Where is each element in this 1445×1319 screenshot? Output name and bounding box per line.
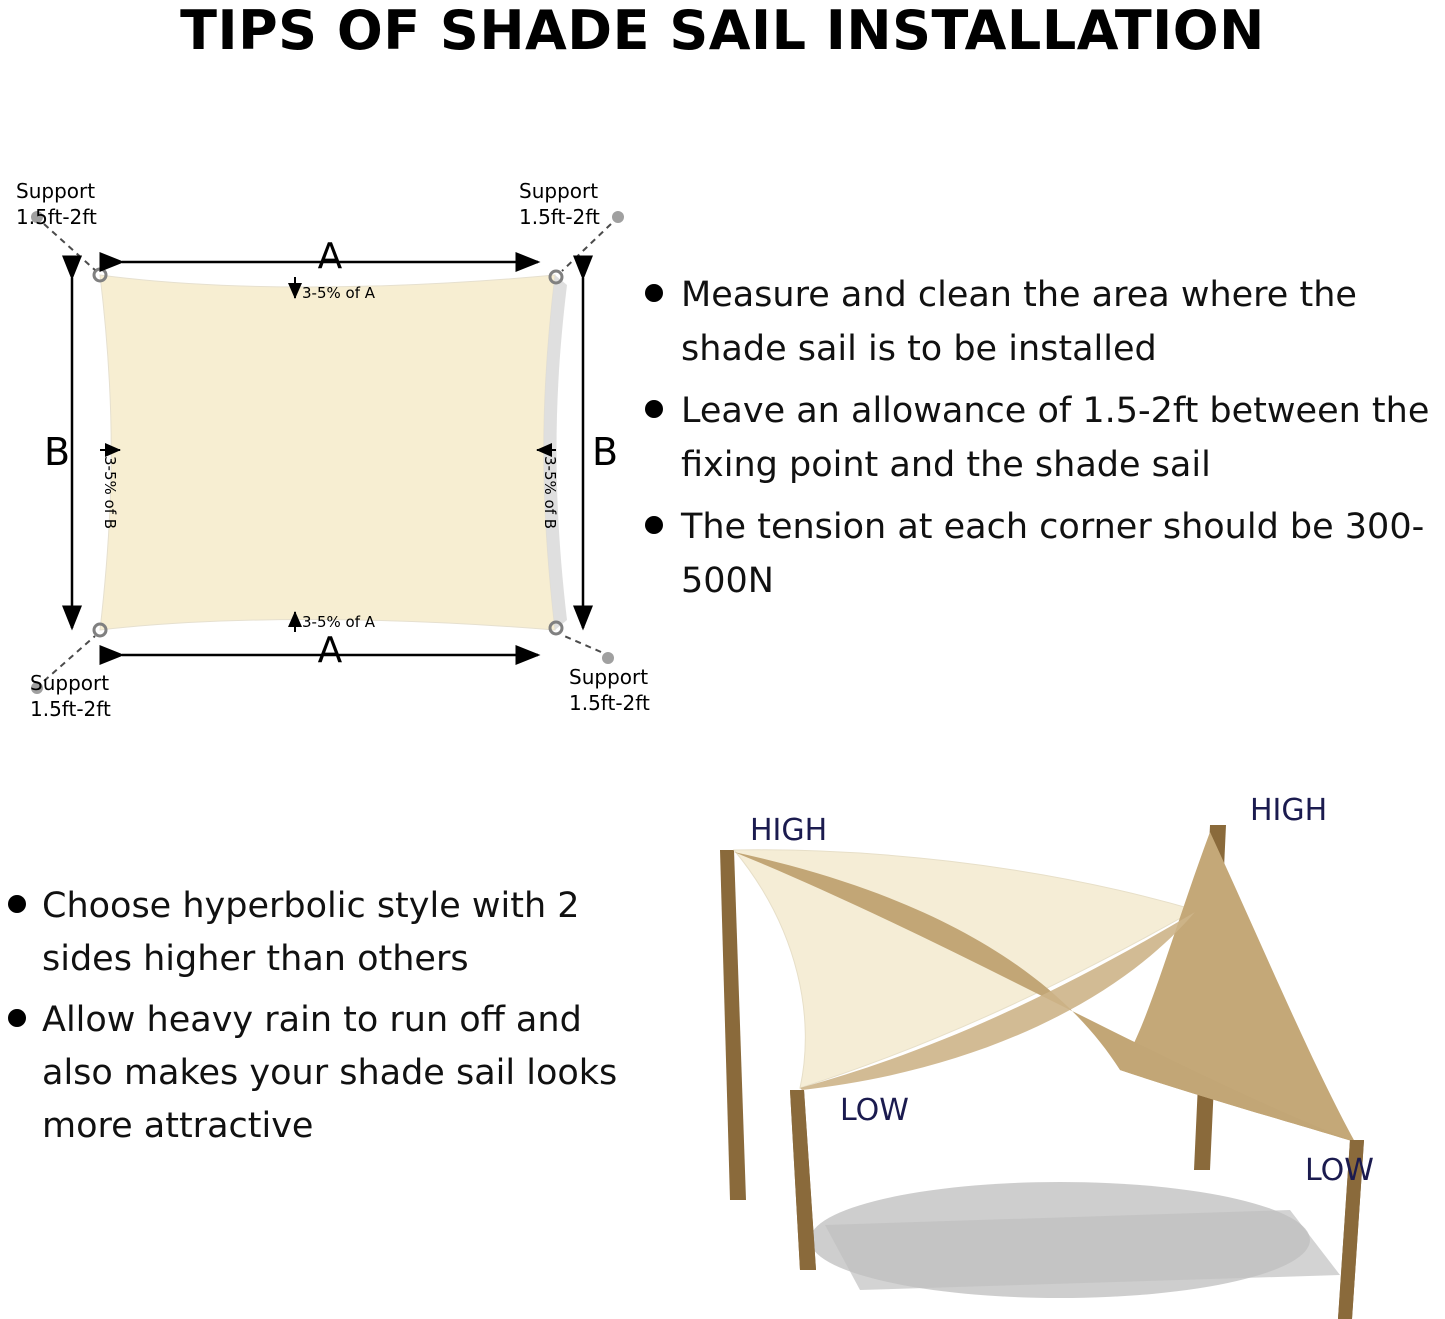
- sail-shape: [100, 275, 555, 630]
- label-high-left: HIGH: [750, 813, 828, 848]
- list-item: [645, 384, 1445, 492]
- label-high-right: HIGH: [1250, 793, 1328, 828]
- dimension-label-top-a: A: [317, 236, 343, 277]
- list-item-text: The tension at each corner should be 300-500N: [681, 507, 1425, 601]
- bullet-dot-icon: [645, 516, 663, 534]
- label-low-right: LOW: [1305, 1153, 1374, 1188]
- bullet-dot-icon: [8, 895, 26, 913]
- hyperbolic-shade-sail-illustration: [650, 770, 1445, 1319]
- support-label-top-right-line2: 1.5ft-2ft: [519, 205, 600, 229]
- dimension-label-left-b: B: [43, 430, 71, 474]
- support-line-bottom-right: [562, 635, 601, 652]
- bullet-dot-icon: [645, 400, 663, 418]
- dimension-label-bottom-a: A: [317, 630, 343, 671]
- support-label-bottom-left-line1: Support: [30, 671, 110, 695]
- list-item-text: Leave an allowance of 1.5-2ft between the fixing point and the shade sail: [681, 391, 1430, 485]
- pole-high-left: [720, 850, 746, 1200]
- dimension-label-right-b: B: [591, 430, 619, 474]
- support-label-top-right-line1: Support: [519, 179, 599, 203]
- list-item-text: Allow heavy rain to run off and also makes your shade sail looks more attractive: [42, 1000, 618, 1146]
- support-label-top-left-line2: 1.5ft-2ft: [16, 205, 97, 229]
- support-label-bottom-right-line2: 1.5ft-2ft: [569, 691, 650, 715]
- list-item: [0, 880, 640, 986]
- curve-label-left: 3-5% of B: [101, 456, 119, 530]
- rectangular-shade-sail-diagram: [0, 150, 660, 730]
- support-label-bottom-left-line2: 1.5ft-2ft: [30, 697, 111, 721]
- support-point-bottom-right: [602, 652, 614, 664]
- label-low-left: LOW: [840, 1093, 909, 1128]
- installation-tips-list-bottom: [0, 880, 640, 1161]
- curve-label-top: 3-5% of A: [302, 284, 376, 302]
- curve-label-right: 3-5% of B: [541, 456, 559, 530]
- list-item-text: Measure and clean the area where the shade sail is to be installed: [681, 275, 1357, 369]
- page-title: TIPS OF SHADE SAIL INSTALLATION: [180, 0, 1265, 62]
- support-label-bottom-right-line1: Support: [569, 665, 649, 689]
- list-item: [645, 500, 1445, 608]
- bullet-dot-icon: [8, 1009, 26, 1027]
- support-point-top-right: [612, 211, 624, 223]
- installation-tips-list-top: [645, 268, 1445, 616]
- curve-label-bottom: 3-5% of A: [302, 613, 376, 631]
- list-item: [0, 994, 640, 1153]
- support-label-top-left-line1: Support: [16, 179, 96, 203]
- bullet-dot-icon: [645, 284, 663, 302]
- list-item: [645, 268, 1445, 376]
- list-item-text: Choose hyperbolic style with 2 sides higher than others: [42, 886, 580, 979]
- support-line-top-right: [562, 224, 611, 271]
- support-line-top-left: [44, 224, 95, 270]
- pole-low-left-front: [790, 1090, 816, 1270]
